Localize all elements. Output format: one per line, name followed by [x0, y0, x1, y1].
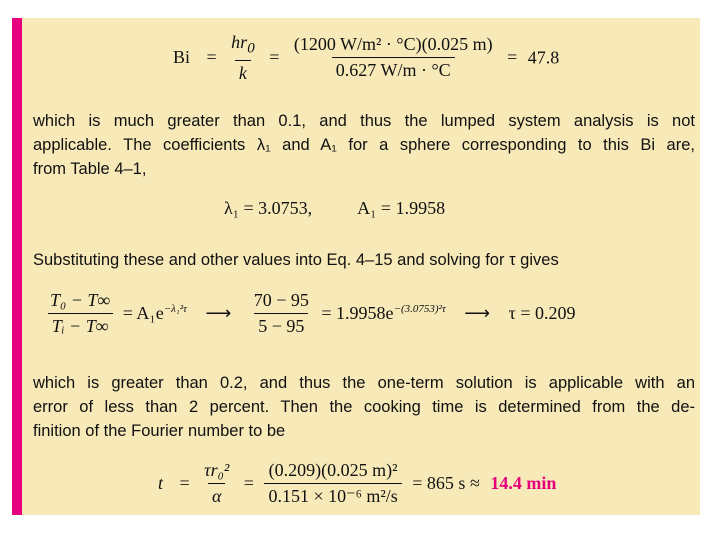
- paragraph-3: [33, 371, 695, 443]
- equals-sign: =: [269, 47, 280, 68]
- paragraph-3-line-2: error of less than 2 percent. Then the cooking time is determined from the de-: [33, 398, 695, 416]
- biot-denominator: k: [235, 60, 251, 84]
- biot-numerator-sub: 0: [247, 40, 255, 57]
- biot-numerator: hr: [231, 32, 248, 52]
- time-lhs: t: [158, 473, 164, 493]
- a1-value: A₁ = 1.9958: [357, 198, 446, 218]
- fourier-denominator: α: [208, 483, 225, 507]
- paragraph-2: [33, 248, 695, 272]
- fourier-numeric-numerator: (0.209)(0.025 m)²: [268, 460, 398, 480]
- biot-numeric-fraction: [290, 34, 497, 81]
- paragraph-1-line-2: applicable. The coefficients λ₁ and A₁ for a sphere corresponding to this Bi are,: [33, 136, 695, 154]
- paragraph-3-line-3: finition of the Fourier number to be: [33, 422, 286, 440]
- numeric-temperature-fraction: [250, 290, 313, 337]
- biot-equation: [167, 32, 559, 84]
- fourier-numerator: τr₀²: [204, 460, 230, 480]
- numeric-temperature-numerator: 70 − 95: [253, 290, 309, 310]
- equals-sign: =: [243, 473, 254, 493]
- tau-result: τ = 0.209: [508, 303, 576, 323]
- biot-numeric-numerator: (1200 W/m² · °C)(0.025 m): [293, 34, 493, 55]
- tau-equation: [46, 290, 575, 337]
- lambda-value: λ₁ = 3.0753,: [224, 198, 313, 218]
- paragraph-3-line-1: which is greater than 0.2, and thus the one-term solution is applicable with an: [33, 374, 695, 392]
- right-arrow-icon: ⟶: [464, 303, 491, 324]
- temperature-ratio-denominator: Tᵢ − T∞: [48, 313, 113, 337]
- paragraph-1-line-3: from Table 4–1,: [33, 160, 147, 178]
- numeric-temperature-denominator: 5 − 95: [254, 313, 308, 337]
- paragraph-1-line-1: which is much greater than 0.1, and thus the lumped system analysis is not: [33, 112, 695, 130]
- temperature-ratio-numerator: T₀ − T∞: [50, 290, 111, 310]
- fourier-symbolic-fraction: [200, 460, 233, 507]
- paragraph-2-line-1: Substituting these and other values into Eq. 4–15 and solving for τ gives: [33, 251, 559, 269]
- equals-sign: =: [179, 473, 190, 493]
- biot-lhs: Bi: [173, 47, 191, 68]
- fourier-numeric-fraction: [264, 460, 401, 507]
- biot-result: 47.8: [527, 47, 560, 68]
- numeric-exponent: −(3.0753)²τ: [393, 303, 446, 315]
- temperature-ratio-fraction: [46, 290, 114, 337]
- coefficients-equation: [224, 198, 445, 219]
- one-term-expression: = A₁e: [122, 303, 164, 323]
- biot-numeric-denominator: 0.627 W/m · °C: [332, 57, 455, 81]
- one-term-exponent: −λ₁²τ: [163, 303, 187, 315]
- accent-bar: [12, 18, 22, 515]
- seconds-result: = 865 s ≈: [412, 473, 480, 493]
- numeric-expression: = 1.9958e: [321, 303, 394, 323]
- right-arrow-icon: ⟶: [205, 303, 232, 324]
- equals-sign: =: [206, 47, 217, 68]
- equals-sign: =: [507, 47, 518, 68]
- paragraph-1: [33, 109, 695, 181]
- cooking-time-equation: [152, 460, 556, 507]
- fourier-numeric-denominator: 0.151 × 10⁻⁶ m²/s: [264, 483, 401, 507]
- biot-symbolic-fraction: [227, 32, 259, 84]
- cooking-time-result: 14.4 min: [490, 473, 557, 493]
